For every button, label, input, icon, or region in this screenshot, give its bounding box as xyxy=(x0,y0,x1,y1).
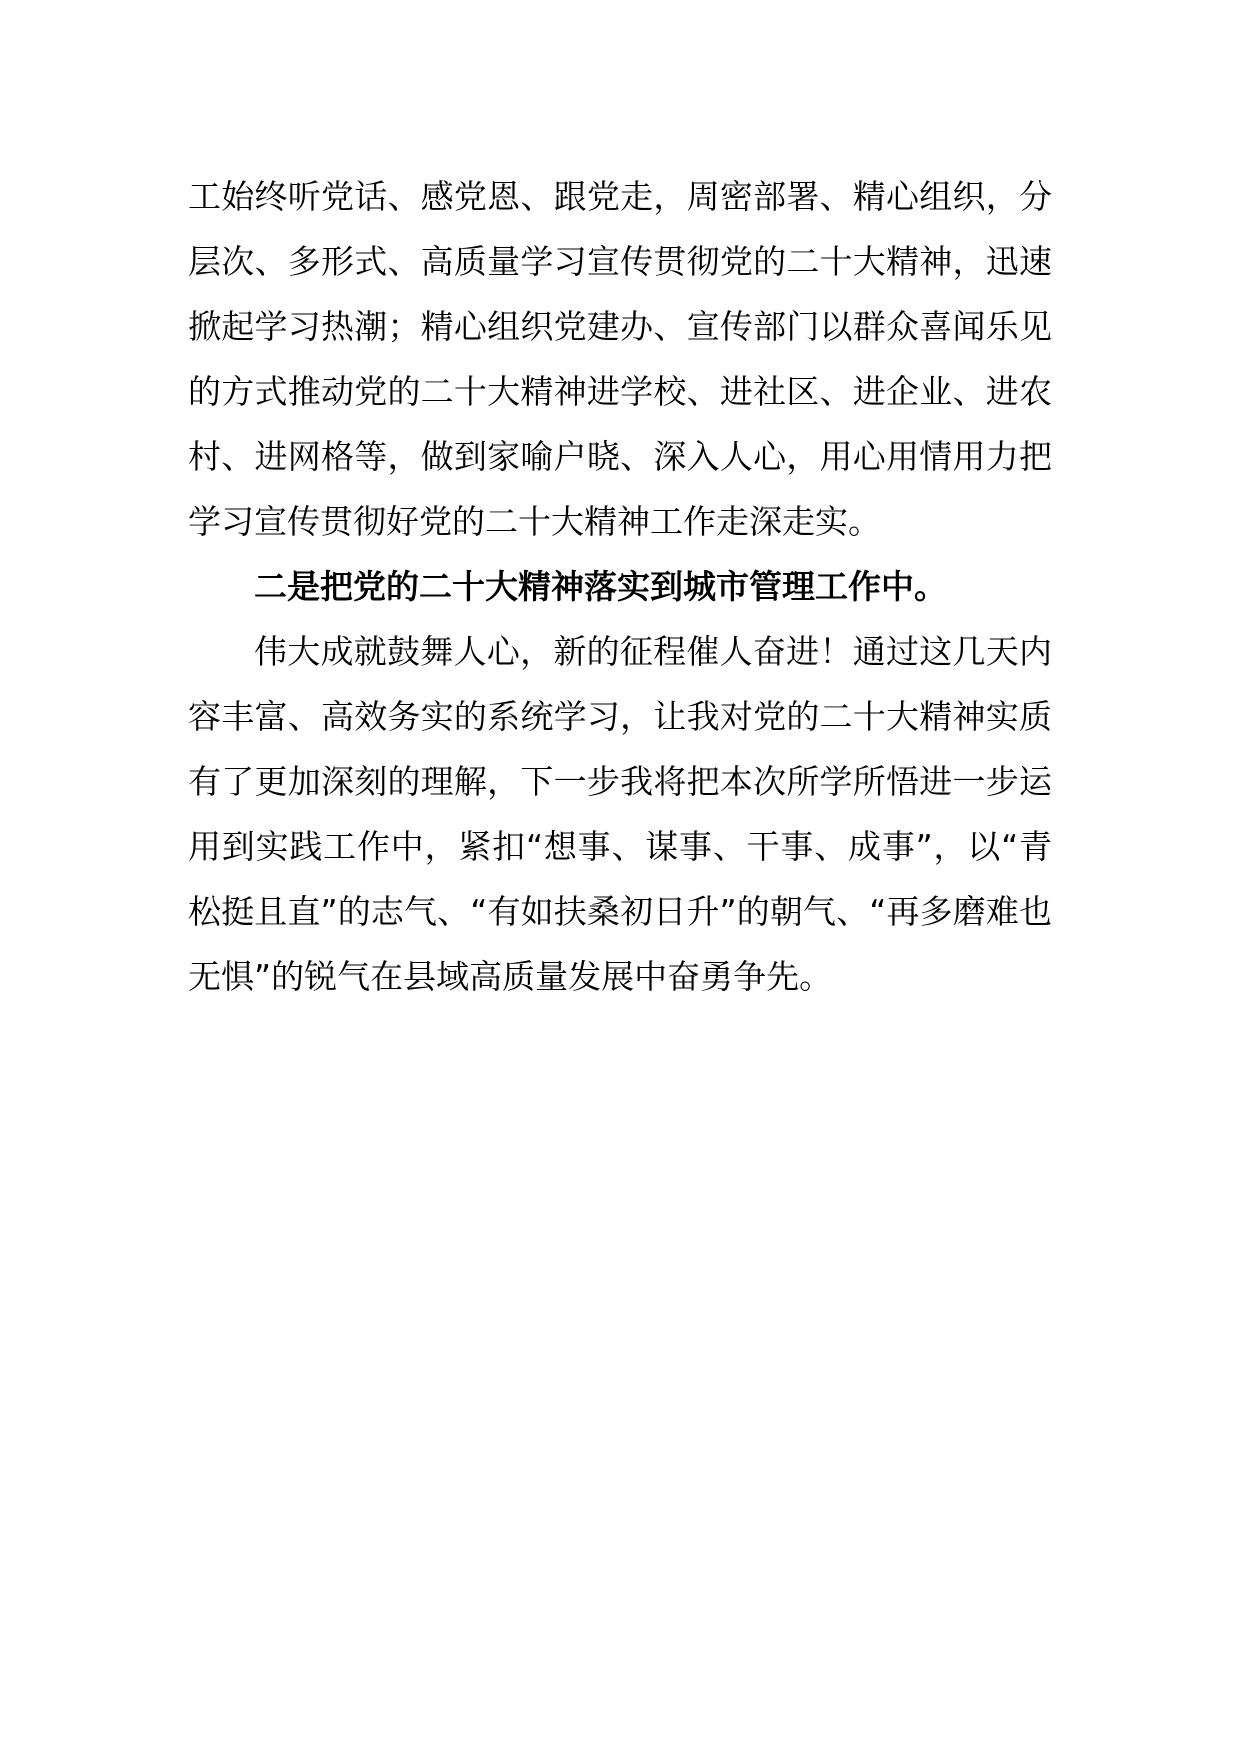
paragraph-continuation: 工始终听党话、感党恩、跟党走，周密部署、精心组织，分层次、多形式、高质量学习宣传贯彻党的二十大精神，迅速掀起学习热潮；精心组织党建办、宣传部门以群众喜闻乐见的方式推动党的二十大精神进学校、进社区、进企业、进农村、进网格等，做到家喻户晓、深入人心，用心用情用力把学习宣传贯彻好党的二十大精神工作走深走实。 xyxy=(188,177,1052,541)
document-body xyxy=(188,164,1052,1009)
section-heading: 二是把党的二十大精神落实到城市管理工作中。 xyxy=(254,567,947,606)
paragraph-body: 伟大成就鼓舞人心，新的征程催人奋进！通过这几天内容丰富、高效务实的系统学习，让我对党的二十大精神实质有了更加深刻的理解，下一步我将把本次所学所悟进一步运用到实践工作中，紧扣“想事、谋事、干事、成事”，以“青松挺且直”的志气、“有如扶桑初日升”的朝气、“再多磨难也无惧”的锐气在县域高质量发展中奋勇争先。 xyxy=(188,632,1052,996)
